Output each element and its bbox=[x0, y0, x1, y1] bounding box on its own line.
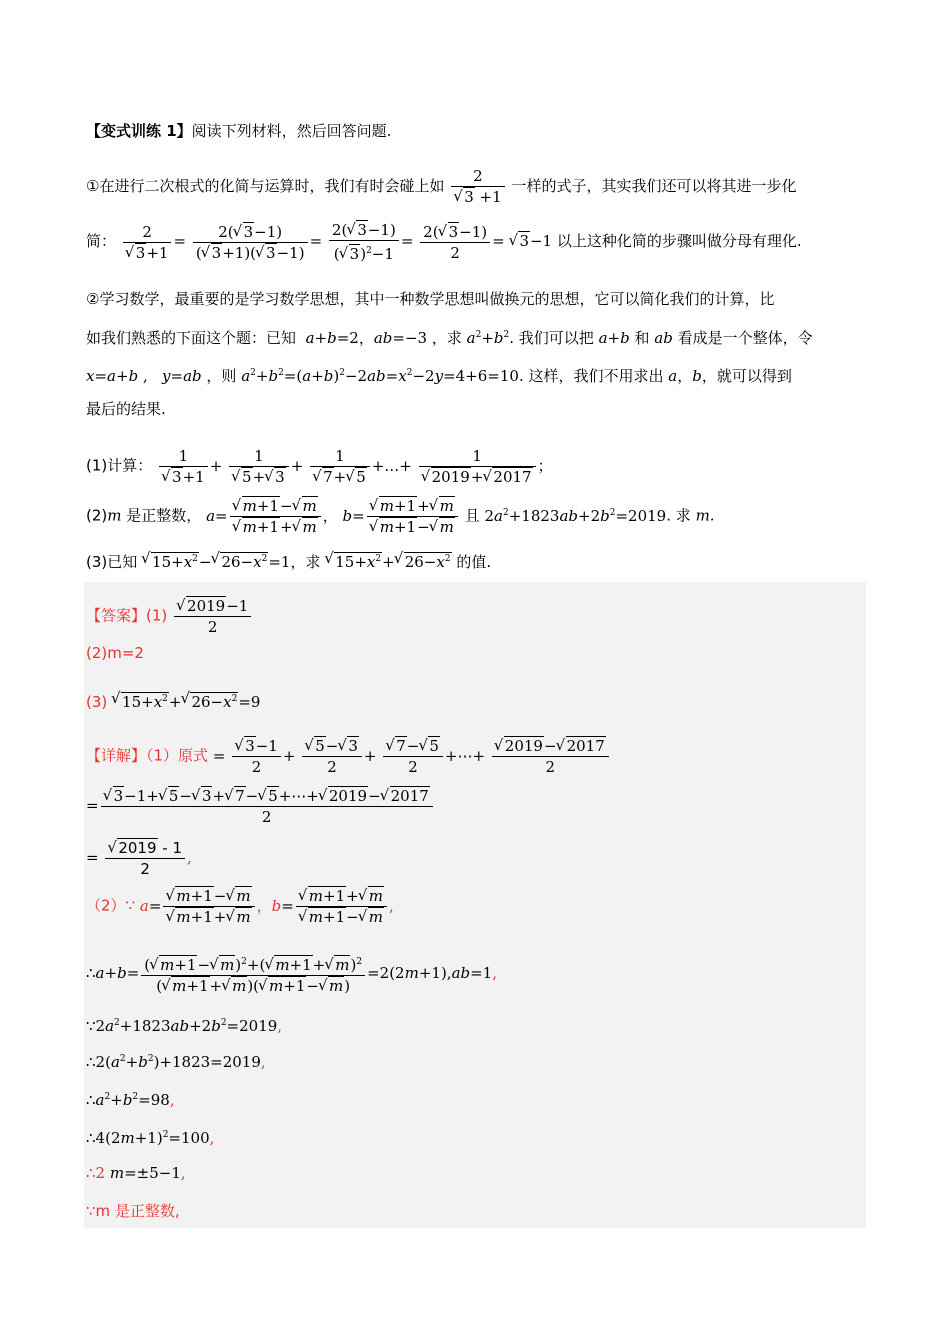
detail-2-step-5: ∴2 m=±5−1, bbox=[86, 1164, 186, 1182]
detail-2-label: （2）∵ bbox=[86, 896, 136, 915]
p2-text-b: ，求 bbox=[431, 329, 462, 347]
q2-text-c: 且 bbox=[464, 506, 480, 525]
p2-text-d: 和 bbox=[634, 329, 650, 347]
q2-m: m bbox=[107, 506, 122, 525]
exercise-bracket-title: 【变式训练 1】 bbox=[86, 122, 192, 140]
detail-1-label: （1）原式 bbox=[146, 746, 209, 765]
answer-1-label: (1) bbox=[146, 606, 168, 625]
q2-text-d: . 求 bbox=[666, 506, 691, 525]
paragraph-2-line-3 bbox=[86, 362, 792, 387]
p2-derivation: $a^2+b^2=(a+b)^2-2ab=x^2-2y=4+6=10$ bbox=[241, 367, 519, 385]
paragraph-2-line-2 bbox=[86, 324, 813, 349]
detail-1 bbox=[86, 736, 611, 777]
p2-text-f: ，则 bbox=[206, 367, 237, 385]
paragraph-1-line-1 bbox=[86, 166, 796, 207]
detail-1-step-3: = √ $\frac{2019 - 1}{2}$ , bbox=[86, 838, 192, 879]
question-2 bbox=[86, 496, 715, 537]
detail-1-step-2: = √ $\frac{3-1+√ 5-√ 3+√ 7-√ 5+\cdots+√ 2019-√ 2017}{2}$ bbox=[86, 786, 435, 827]
p2-text-h: ，就可以得到 bbox=[701, 367, 792, 385]
p1-text-c: 简： bbox=[86, 232, 117, 250]
q1-sum-expression: 1 √ 3+1 + 1 √ 5+√ 3 + 1 √ 7+√ 5 +…+ 1 √ 2019+√ 2017 ； bbox=[157, 457, 553, 475]
p2-text-a: 如我们熟悉的下面这个题：已知 bbox=[86, 329, 297, 347]
answer-1 bbox=[86, 596, 253, 637]
detail-label: 【详解】 bbox=[86, 746, 147, 765]
p1-text-d: 以上这种化简的步骤叫做分母有理化. bbox=[556, 232, 802, 250]
q2-a-b-definitions: a= √ m+1−√ m √ m+1+√ m ， b= √ m+1+√ m √ m+1−√ m bbox=[206, 507, 465, 525]
q1-label: (1)计算： bbox=[86, 456, 153, 475]
exercise-instruction: 阅读下列材料，然后回答问题. bbox=[191, 122, 392, 140]
p2-condition: a+b=2，ab=−3 bbox=[305, 329, 432, 347]
p2-ab-vars: a，b bbox=[668, 367, 702, 385]
p2-text-c: . 我们可以把 bbox=[509, 329, 594, 347]
detail-2-step-4: $\therefore 4(2m+1)^2=100$, bbox=[86, 1129, 215, 1147]
p2-substitution: x=a+b , y=ab bbox=[86, 367, 202, 385]
fraction-2-over-sqrt3-plus-1: 2 √ 3 +1 bbox=[451, 166, 504, 207]
question-3 bbox=[86, 548, 491, 573]
p2-text-g: . 这样，我们不用求出 bbox=[518, 367, 664, 385]
p2-text-e: 看成是一个整体，令 bbox=[677, 329, 813, 347]
answer-1-value: √ $\frac{2019-1}{2}$ bbox=[172, 607, 253, 625]
detail-2-step-1: $\because 2a^2+1823ab+2b^2=2019$, bbox=[86, 1017, 283, 1035]
detail-2 bbox=[86, 886, 394, 927]
paragraph-2-line-4: 最后的结果. bbox=[86, 400, 166, 418]
detail-2-step-3: $\therefore a^2+b^2=98$, bbox=[86, 1091, 175, 1109]
p2-ab: ab bbox=[654, 329, 673, 347]
p1-text-a: ①在进行二次根式的化简与运算时，我们有时会碰上如 bbox=[86, 177, 445, 195]
paragraph-2-line-1: ②学习数学，最重要的是学习数学思想，其中一种数学思想叫做换元的思想，它可以简化我们的计算，比 bbox=[86, 290, 775, 308]
q3-text-c: 的值. bbox=[456, 553, 492, 571]
q2-text-b: 是正整数， bbox=[126, 506, 202, 525]
answer-2: (2)m=2 bbox=[86, 644, 144, 662]
p2-a-plus-b: a+b bbox=[598, 329, 630, 347]
q2-label: (2) bbox=[86, 506, 108, 525]
answer-3 bbox=[86, 688, 260, 713]
q2-equation: $2a^2+1823ab+2b^2=2019$ bbox=[484, 506, 667, 525]
rationalization-formula: 2 √ 3+1 = $\frac{2(√ 3-1)}{(√ 3+1)(√ 3-1)}$ = $\frac{2(√ 3-1)}{(√ 3)^2-1}$ = $\frac{2(√ 3-1)}{2}$ = √ 3−1 bbox=[121, 232, 557, 250]
q3-given: √ $15+x^2-√$ $26-x^2=1$ bbox=[142, 553, 290, 571]
p2-target: $a^2+b^2$ bbox=[466, 329, 510, 347]
detail-2-step-6: ∵m 是正整数, bbox=[86, 1202, 180, 1220]
detail-2-step-2: $\therefore 2(a^2+b^2)+1823=2019$, bbox=[86, 1053, 266, 1071]
detail-2-sum-product: ∴a+b= $\frac{(√ m+1-√ m)^2+(√ m+1+√ m)^2}{(√ m+1+√ m)(√ m+1-√ m)}$ =2(2m+1),ab=1, bbox=[86, 952, 497, 996]
q3-target: √ $15+x^2+√$ $26-x^2$ bbox=[325, 553, 451, 571]
paragraph-1-line-2 bbox=[86, 220, 802, 264]
detail-2-a-b: a= √ m+1−√ m √ m+1+√ m ，b= √ m+1+√ m √ m+1−√ m , bbox=[140, 897, 394, 915]
p1-text-b: 一样的式子，其实我们还可以将其进一步化 bbox=[511, 177, 797, 195]
detail-1-expansion: = √ $\frac{3-1}{2}$ + √ $\frac{5-√ 3}{2}$ + √ $\frac{7-√ 5}{2}$ +⋯+ √ $\frac{2019-√ 2017}{2}$ bbox=[213, 747, 611, 765]
q2-m-end: m. bbox=[695, 506, 715, 525]
q3-label: (3)已知 bbox=[86, 553, 138, 571]
answer-label: 【答案】 bbox=[86, 606, 147, 625]
exercise-title bbox=[86, 120, 391, 142]
q3-text-b: ，求 bbox=[290, 553, 321, 571]
question-1 bbox=[86, 446, 553, 487]
answer-3-label: (3) bbox=[86, 693, 108, 711]
answer-3-value: √ $15+x^2+√$ $26-x^2=9$ bbox=[112, 693, 260, 711]
